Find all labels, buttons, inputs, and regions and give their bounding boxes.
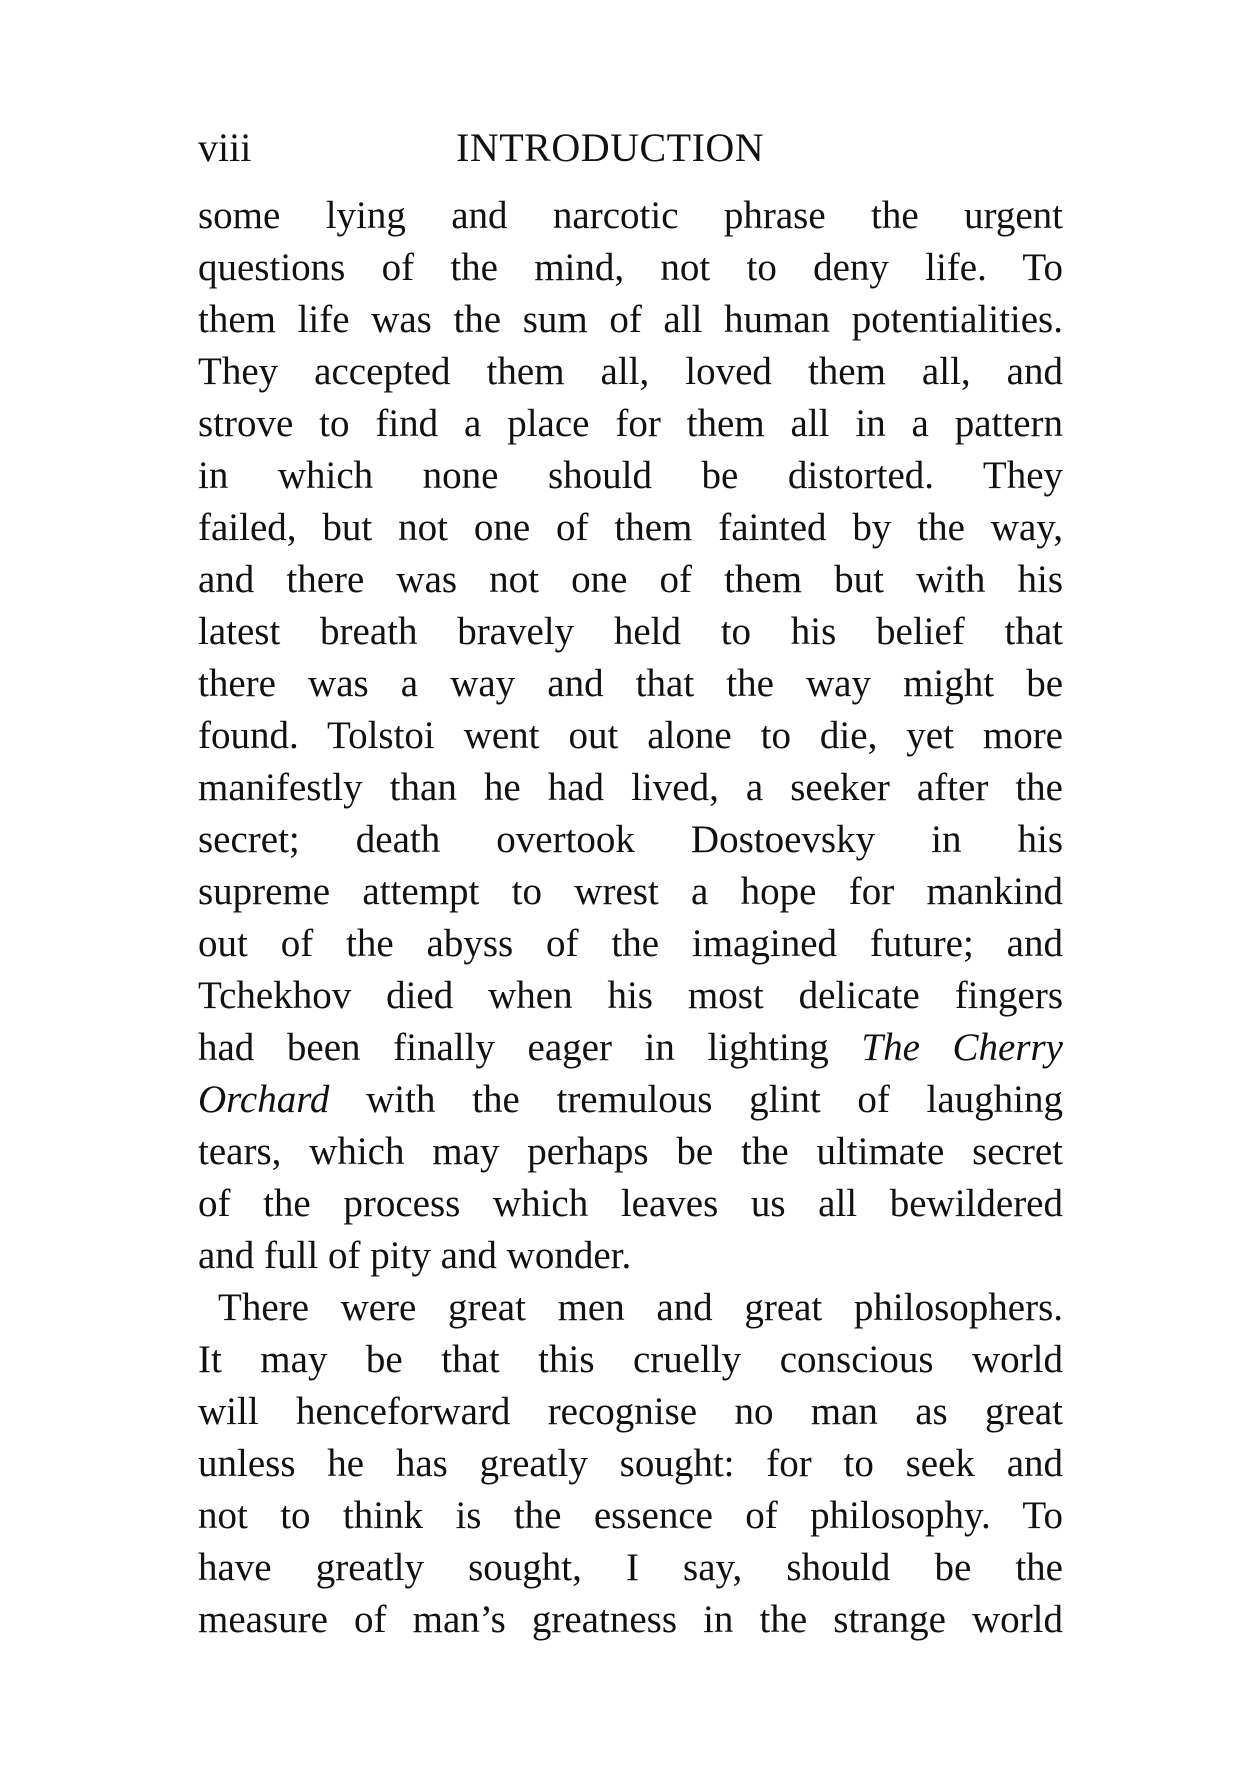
- running-title: INTRODUCTION: [456, 125, 765, 170]
- text-fragment: had been finally eager in lighting: [198, 1026, 862, 1069]
- text-line: Tchekhov died when his most delicate fingers: [198, 974, 1063, 1017]
- text-fragment: with the tremulous glint of laughing: [329, 1078, 1063, 1121]
- text-line: found. Tolstoi went out alone to die, yet more: [198, 714, 1063, 757]
- text-line: not to think is the essence of philosophy. To: [198, 1494, 1063, 1537]
- text-line: They accepted them all, loved them all, and: [198, 350, 1063, 393]
- text-line-with-title: [198, 1022, 1063, 1074]
- text-line: unless he has greatly sought: for to seek and: [198, 1442, 1063, 1485]
- text-line: will henceforward recognise no man as great: [198, 1390, 1063, 1433]
- text-line: out of the abyss of the imagined future; and: [198, 922, 1063, 965]
- text-line: supreme attempt to wrest a hope for mankind: [198, 870, 1063, 913]
- text-line-with-title: [198, 1074, 1063, 1126]
- text-line: It may be that this cruelly conscious world: [198, 1338, 1063, 1381]
- text-line: measure of man’s greatness in the strange world: [198, 1598, 1063, 1641]
- text-line: secret; death overtook Dostoevsky in his: [198, 818, 1063, 861]
- text-line: some lying and narcotic phrase the urgent: [198, 194, 1063, 237]
- paragraph-first-line: [198, 1282, 1063, 1334]
- page-number: viii: [198, 125, 252, 170]
- body-text: [198, 190, 1063, 1646]
- text-line: and there was not one of them but with his: [198, 558, 1063, 601]
- text-fragment: There were great men and great philosophers.: [218, 1286, 1063, 1329]
- book-title-italic: Orchard: [198, 1078, 330, 1121]
- text-line: manifestly than he had lived, a seeker after the: [198, 766, 1063, 809]
- text-line: latest breath bravely held to his belief that: [198, 610, 1063, 653]
- text-line: there was a way and that the way might be: [198, 662, 1063, 705]
- text-line: questions of the mind, not to deny life. To: [198, 246, 1063, 289]
- text-line: them life was the sum of all human potentialities.: [198, 298, 1063, 341]
- book-title-italic: The Cherry: [861, 1026, 1063, 1069]
- paragraph-last-line: and full of pity and wonder.: [198, 1234, 632, 1277]
- text-line: strove to find a place for them all in a pattern: [198, 402, 1063, 445]
- text-line: tears, which may perhaps be the ultimate secret: [198, 1130, 1063, 1173]
- text-line: in which none should be distorted. They: [198, 454, 1063, 497]
- text-line: have greatly sought, I say, should be the: [198, 1546, 1063, 1589]
- running-head: [198, 118, 1063, 178]
- text-line: of the process which leaves us all bewildered: [198, 1182, 1063, 1225]
- text-line: failed, but not one of them fainted by the way,: [198, 506, 1063, 549]
